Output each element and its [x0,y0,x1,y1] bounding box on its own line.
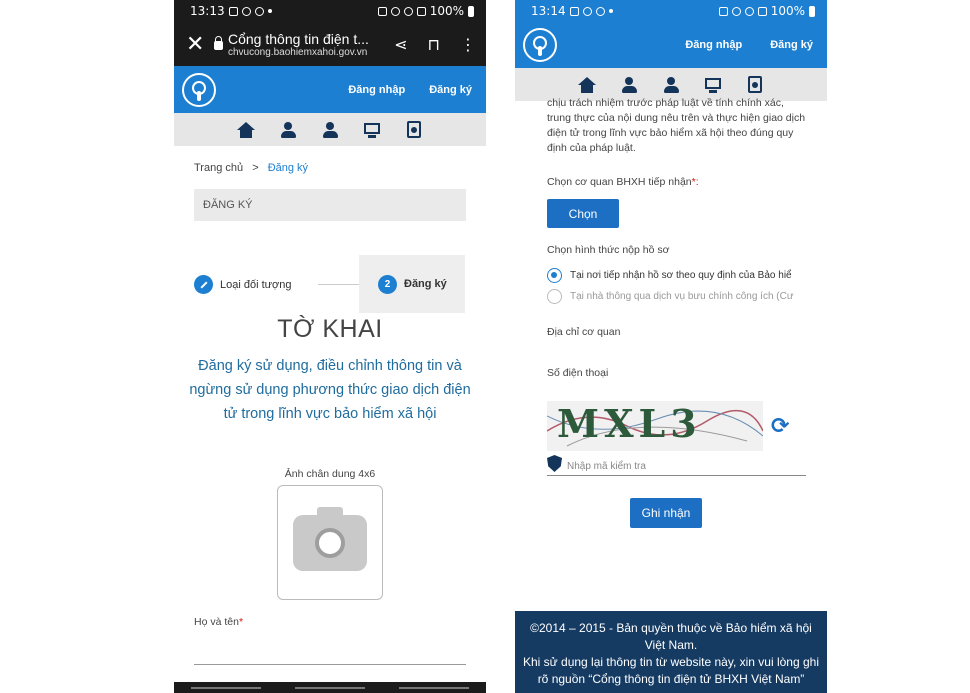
mute-icon [732,7,741,16]
agency-label [547,176,806,188]
step-1-label: Loại đối tượng [220,278,292,291]
section-header: ĐĂNG KÝ [194,189,466,221]
signal-icon [417,7,426,16]
left-phone-screen [174,0,486,693]
breadcrumb-home[interactable]: Trang chủ [194,162,244,174]
mute-icon [391,7,400,16]
shield-icon [547,455,562,472]
user-icon[interactable] [279,121,297,139]
register-link[interactable]: Đăng ký [770,39,813,51]
site-footer [515,611,827,693]
monitor-icon[interactable] [363,121,381,139]
system-nav-bar [174,682,486,693]
page-title: Cổng thông tin điện t... [228,30,369,47]
login-link[interactable]: Đăng nhập [348,83,406,96]
camera-icon [293,515,367,571]
register-link[interactable]: Đăng ký [429,83,472,96]
photo-upload[interactable] [277,485,383,600]
option-postal[interactable] [547,289,806,304]
bhxh-logo[interactable] [182,73,216,107]
browser-toolbar [174,22,486,66]
step-1[interactable] [194,275,291,294]
user-group-icon[interactable] [321,121,339,139]
captcha-placeholder: Nhập mã kiểm tra [567,461,646,472]
breadcrumb [194,162,466,174]
bike-icon [596,7,605,16]
declaration-paragraph: chịu trách nhiệm trước pháp luật về tính chính xác, trung thực của nội dung nêu trên và thực hiện giao dịch điện tử trong lĩnh vực bảo hiểm xã hội theo đúng quy định của pháp luật. [547,97,806,154]
user-group-icon[interactable] [662,76,680,94]
bike-icon [255,7,264,16]
full-name-label-text: Họ và tên [194,616,239,628]
signal-icon [758,7,767,16]
status-time: 13:13 [190,4,225,18]
alarm-icon [719,7,728,16]
captcha-image [547,401,763,451]
footer-copyright: ©2014 – 2015 - Bản quyền thuộc về Bảo hiểm xã hội Việt Nam. [530,621,812,652]
breadcrumb-separator: > [252,162,259,174]
step-2[interactable] [359,255,465,313]
option-in-person[interactable] [547,268,806,283]
refresh-captcha-icon[interactable]: ⟳ [771,413,790,439]
document-icon[interactable] [746,76,764,94]
gallery-icon [229,7,238,16]
lock-icon [214,41,223,50]
form-subtitle: Đăng ký sử dụng, điều chỉnh thông tin và ngừng sử dụng phương thức giao dịch điện tử trong lĩnh vực bảo hiểm xã hội [189,358,471,422]
battery-percent: 100% [770,4,805,18]
user-icon[interactable] [620,76,638,94]
required-mark: * [238,616,244,628]
bhxh-logo[interactable] [523,28,557,62]
full-name-input[interactable] [194,664,466,665]
photo-label: Ảnh chân dung 4x6 [284,468,376,480]
captcha-text: MXL3 [557,401,702,446]
radio-unchecked[interactable] [547,289,562,304]
submit-button[interactable]: Ghi nhận [630,498,702,528]
site-header [515,22,827,68]
wifi-icon [745,7,754,16]
form-title: TỜ KHAI [277,315,383,343]
document-icon[interactable] [405,121,423,139]
dot-icon [609,9,613,13]
dot-icon [268,9,272,13]
status-time: 13:14 [531,4,566,18]
share-icon[interactable]: ⋖ [394,34,408,54]
status-bar [174,0,486,22]
choose-agency-button[interactable]: Chọn [547,199,619,228]
battery-icon [468,6,474,17]
close-icon[interactable]: ✕ [186,31,205,57]
required-mark: *: [691,176,699,188]
step-2-label: Đăng ký [404,278,447,290]
battery-icon [809,6,815,17]
option-in-person-label: Tại nơi tiếp nhận hồ sơ theo quy định của Bảo hiể [570,270,792,281]
page-url: chvucong.baohiemxahoi.gov.vn [228,46,368,58]
home-icon[interactable] [237,121,255,139]
right-phone-screen [515,0,827,693]
battery-percent: 100% [429,4,464,18]
phone-label: Số điện thoại [547,367,609,379]
bookmark-icon[interactable]: ⊓ [427,34,440,54]
method-label: Chọn hình thức nộp hồ sơ [547,244,670,256]
footer-notice: Khi sử dụng lại thông tin từ website này, xin vui lòng ghi rõ nguồn “Cổng thông tin điện tử BHXH Việt Nam” [522,655,819,686]
wifi-icon [404,7,413,16]
alarm-icon [378,7,387,16]
step-2-number: 2 [378,275,397,294]
captcha-input[interactable] [547,455,806,476]
more-menu-icon[interactable]: ⋮ [460,34,476,54]
option-postal-label: Tại nhà thông qua dịch vụ bưu chính công ích (Cư [570,291,794,302]
icon-nav-bar [174,113,486,146]
agency-label-text: Chọn cơ quan BHXH tiếp nhận [547,176,692,188]
instagram-icon [242,7,251,16]
stepper [174,255,486,313]
login-link[interactable]: Đăng nhập [685,39,743,51]
radio-checked[interactable] [547,268,562,283]
breadcrumb-current[interactable]: Đăng ký [267,162,309,174]
gallery-icon [570,7,579,16]
home-icon[interactable] [578,76,596,94]
address-label: Địa chỉ cơ quan [547,326,621,338]
status-bar [515,0,827,22]
url-area[interactable] [214,31,394,58]
full-name-label [194,616,466,628]
pencil-icon [194,275,213,294]
monitor-icon[interactable] [704,76,722,94]
site-header [174,66,486,113]
instagram-icon [583,7,592,16]
